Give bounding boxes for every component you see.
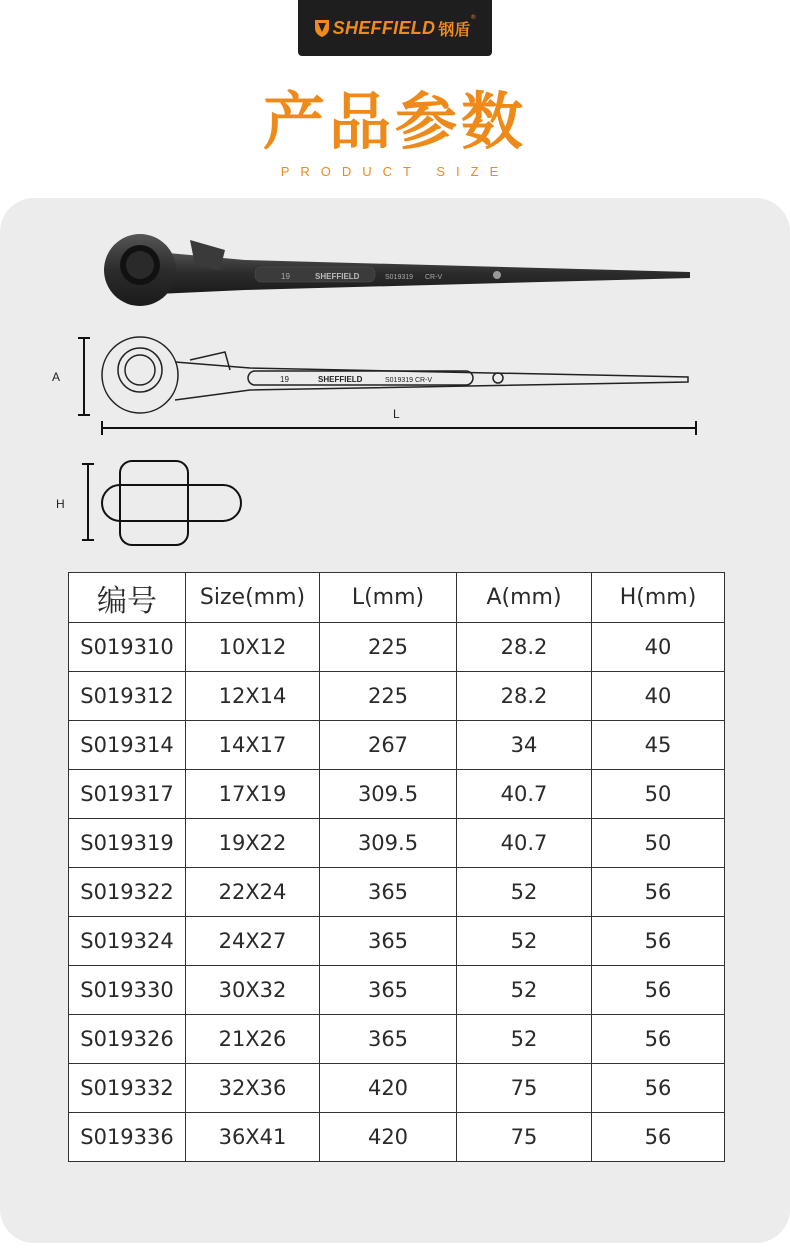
cell-a: 28.2: [457, 672, 592, 721]
cell-size: 14X17: [186, 721, 320, 770]
cell-model: S019330: [69, 966, 186, 1015]
header-length: L(mm): [320, 573, 457, 623]
cell-model: S019336: [69, 1113, 186, 1162]
cell-h: 56: [592, 1113, 725, 1162]
cell-h: 40: [592, 623, 725, 672]
cell-h: 50: [592, 770, 725, 819]
page-subtitle: PRODUCT SIZE: [280, 164, 510, 179]
table-row: [69, 966, 725, 1015]
cell-a: 75: [457, 1064, 592, 1113]
table-row: [69, 1113, 725, 1162]
cell-model: S019324: [69, 917, 186, 966]
dimension-h-label: H: [56, 497, 65, 511]
brand-name-cn: 钢盾: [438, 19, 471, 39]
cell-a: 52: [457, 917, 592, 966]
table-row: [69, 721, 725, 770]
svg-text:S019319 CR-V: S019319 CR-V: [385, 377, 433, 384]
header-a: A(mm): [457, 573, 592, 623]
cell-model: S019312: [69, 672, 186, 721]
header-h: H(mm): [592, 573, 725, 623]
cell-a: 75: [457, 1113, 592, 1162]
cell-a: 40.7: [457, 819, 592, 868]
table-row: [69, 1015, 725, 1064]
header-size: Size(mm): [186, 573, 320, 623]
table-row: [69, 770, 725, 819]
cell-size: 30X32: [186, 966, 320, 1015]
cell-a: 52: [457, 868, 592, 917]
cell-length: 420: [320, 1113, 457, 1162]
stamp-size: 19: [281, 272, 290, 281]
cell-a: 40.7: [457, 770, 592, 819]
table-row: [69, 819, 725, 868]
svg-text:19: 19: [280, 375, 289, 384]
svg-text:SHEFFIELD: SHEFFIELD: [318, 375, 363, 384]
cell-model: S019317: [69, 770, 186, 819]
cell-a: 28.2: [457, 623, 592, 672]
cell-model: S019326: [69, 1015, 186, 1064]
cell-a: 52: [457, 1015, 592, 1064]
registered-mark: ®: [470, 14, 477, 21]
cell-h: 56: [592, 1015, 725, 1064]
shield-icon: [314, 18, 330, 38]
cell-length: 267: [320, 721, 457, 770]
cell-model: S019310: [69, 623, 186, 672]
cell-size: 24X27: [186, 917, 320, 966]
cell-length: 225: [320, 672, 457, 721]
cell-model: S019314: [69, 721, 186, 770]
wrench-photo: [95, 225, 695, 315]
wrench-outline-drawing: [40, 330, 720, 560]
table-row: [69, 672, 725, 721]
header-model: 编号: [69, 573, 186, 623]
cell-h: 45: [592, 721, 725, 770]
cell-length: 365: [320, 966, 457, 1015]
cell-model: S019322: [69, 868, 186, 917]
cell-h: 56: [592, 917, 725, 966]
cell-size: 12X14: [186, 672, 320, 721]
stamp-code: S019319: [385, 274, 414, 281]
cell-length: 365: [320, 917, 457, 966]
cell-size: 10X12: [186, 623, 320, 672]
table-row: [69, 1064, 725, 1113]
table-row: [69, 917, 725, 966]
cell-size: 17X19: [186, 770, 320, 819]
cell-h: 56: [592, 1064, 725, 1113]
brand-name: SHEFFIELD: [332, 17, 436, 38]
stamp-material: CR-V: [425, 274, 443, 281]
stamp-brand: SHEFFIELD: [315, 272, 360, 281]
cell-size: 21X26: [186, 1015, 320, 1064]
cell-a: 52: [457, 966, 592, 1015]
cell-h: 50: [592, 819, 725, 868]
cell-size: 22X24: [186, 868, 320, 917]
cell-length: 365: [320, 868, 457, 917]
cell-length: 309.5: [320, 819, 457, 868]
cell-length: 225: [320, 623, 457, 672]
brand-logo: [298, 0, 492, 56]
table-row: [69, 868, 725, 917]
cell-length: 420: [320, 1064, 457, 1113]
dimension-l-label: L: [393, 407, 400, 421]
cell-length: 365: [320, 1015, 457, 1064]
cell-size: 19X22: [186, 819, 320, 868]
cell-length: 309.5: [320, 770, 457, 819]
cell-h: 40: [592, 672, 725, 721]
table-row: [69, 623, 725, 672]
cell-model: S019332: [69, 1064, 186, 1113]
cell-size: 32X36: [186, 1064, 320, 1113]
page-title: 产品参数: [262, 85, 527, 158]
cell-h: 56: [592, 868, 725, 917]
cell-a: 34: [457, 721, 592, 770]
cell-size: 36X41: [186, 1113, 320, 1162]
table-header-row: [69, 573, 725, 623]
dimension-a-label: A: [52, 370, 61, 384]
spec-table: [68, 572, 725, 1162]
cell-h: 56: [592, 966, 725, 1015]
cell-model: S019319: [69, 819, 186, 868]
